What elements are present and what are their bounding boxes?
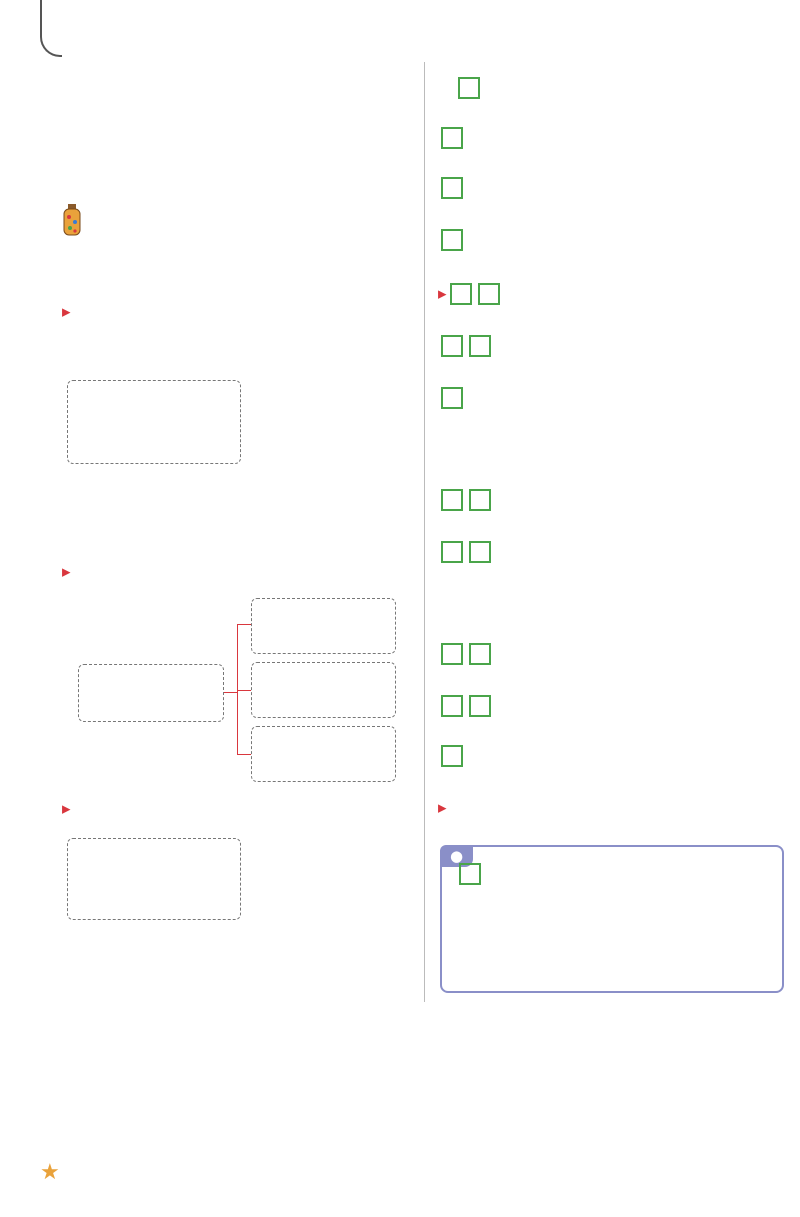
question-line <box>438 172 466 200</box>
tree-root <box>78 664 224 722</box>
answer-heading: ▸ <box>62 302 71 322</box>
tip-label: ● <box>440 845 473 867</box>
blank-box <box>441 387 463 409</box>
tip-box <box>440 845 784 993</box>
text-line <box>62 204 82 236</box>
blank-box <box>441 127 463 149</box>
tree-branch <box>251 662 396 718</box>
sample-panel <box>67 380 241 464</box>
blank-box <box>441 489 463 511</box>
question-line <box>438 224 466 252</box>
blank-box <box>469 695 491 717</box>
tree-branch <box>251 598 396 654</box>
tree-connector <box>237 624 251 625</box>
guide-line <box>438 536 494 564</box>
blank-box <box>458 77 480 99</box>
blank-box <box>469 541 491 563</box>
candy-jar-icon <box>62 204 82 236</box>
guide-line <box>438 690 494 718</box>
page-footer <box>40 1160 65 1185</box>
tree-connector <box>237 624 238 754</box>
example-5-heading <box>438 72 483 100</box>
star-icon: ★ <box>40 1160 60 1185</box>
example-4-heading <box>62 338 72 366</box>
tree-connector <box>237 754 251 755</box>
blank-box <box>441 335 463 357</box>
page-corner-decoration <box>40 0 62 57</box>
tree-connector <box>224 692 238 693</box>
blank-box <box>441 745 463 767</box>
guide-line <box>438 382 466 410</box>
blank-box <box>441 229 463 251</box>
blank-box <box>450 283 472 305</box>
guide-line <box>438 330 494 358</box>
blank-box <box>469 643 491 665</box>
tree-connector <box>237 690 251 691</box>
blank-box <box>441 695 463 717</box>
guide-line <box>438 740 466 768</box>
answer-heading: ▸ <box>438 798 447 818</box>
guide-line: ▸ <box>438 278 503 308</box>
answer-heading: ▸ <box>62 799 71 819</box>
blank-box <box>441 541 463 563</box>
blank-box <box>478 283 500 305</box>
tip-text <box>456 859 774 887</box>
sample-panel <box>67 838 241 920</box>
blank-box <box>441 643 463 665</box>
guide-heading: ▸ <box>62 562 71 582</box>
column-divider <box>424 62 425 1002</box>
guide-line <box>438 638 494 666</box>
blank-box <box>441 177 463 199</box>
blank-box <box>469 335 491 357</box>
guide-line <box>438 484 494 512</box>
blank-box <box>469 489 491 511</box>
tree-branch <box>251 726 396 782</box>
question-line <box>438 122 466 150</box>
blank-box <box>459 863 481 885</box>
